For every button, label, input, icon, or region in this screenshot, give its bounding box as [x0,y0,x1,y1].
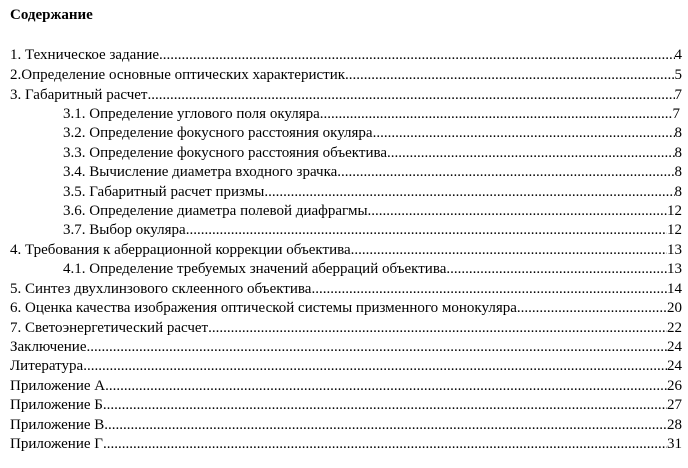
toc-heading: Содержание [10,7,93,23]
toc-entry[interactable] [10,356,682,376]
toc-entry-page: 8 [674,164,682,180]
toc-dot-leader [147,85,674,105]
toc-entry[interactable] [10,376,682,396]
toc-entry-page: 7 [672,106,680,122]
toc-entry-label: 7. Светоэнергетический расчет [10,320,209,336]
toc-dot-leader [517,298,667,318]
toc-entry[interactable] [10,434,682,454]
toc-entry[interactable] [10,298,682,318]
toc-entry-label: Приложение Б [10,397,103,413]
toc-entry-page: 8 [674,145,682,161]
toc-entry-label: 4.1. Определение требуемых значений аберраций объектива [63,261,447,277]
toc-entry-label: Приложение В [10,417,105,433]
toc-entry-page: 14 [667,281,682,297]
toc-dot-leader [320,104,673,124]
toc-entry[interactable] [63,182,682,202]
toc-entry[interactable] [63,201,682,221]
toc-dot-leader [186,220,667,240]
toc-entry-label: 3. Габаритный расчет [10,87,148,103]
toc-entry-label: 3.4. Вычисление диаметра входного зрачка [63,164,338,180]
toc-entry-page: 13 [667,261,682,277]
toc-entry-page: 24 [667,339,682,355]
toc-entry-label: 3.2. Определение фокусного расстояния окуляра [63,125,373,141]
toc-entry-page: 5 [674,67,682,83]
toc-entry[interactable] [63,143,682,163]
toc-entry-label: Приложение Г [10,436,103,452]
toc-entry-label: Литература [10,358,84,374]
toc-entry-page: 28 [667,417,682,433]
toc-entry[interactable] [10,395,682,415]
toc-dot-leader [337,162,674,182]
toc-dot-leader [105,376,667,396]
toc-entry-page: 12 [667,222,682,238]
toc-entry-page: 12 [667,203,682,219]
toc-entry-page: 7 [674,87,682,103]
toc-entry-label: 3.7. Выбор окуляра [63,222,186,238]
toc-entry-page: 26 [667,378,682,394]
toc-dot-leader [103,395,667,415]
toc-entry[interactable] [63,104,680,124]
toc-dot-leader [208,318,667,338]
toc-dot-leader [345,65,674,85]
toc-entry-label: 3.3. Определение фокусного расстояния объектива [63,145,388,161]
toc-dot-leader [368,201,667,221]
toc-entry-page: 8 [674,184,682,200]
toc-entry-page: 8 [674,125,682,141]
toc-dot-leader [83,356,667,376]
toc-entry-label: Приложение А [10,378,106,394]
toc-dot-leader [159,45,674,65]
toc-dot-leader [103,434,667,454]
toc-entry[interactable] [10,318,682,338]
toc-entry-label: 3.1. Определение углового поля окуляра [63,106,320,122]
toc-entry-page: 27 [667,397,682,413]
toc-entry[interactable] [63,123,682,143]
toc-dot-leader [104,415,667,435]
toc-entry[interactable] [10,65,682,85]
toc-entry-label: 3.5. Габаритный расчет призмы [63,184,265,200]
toc-entry-page: 20 [667,300,682,316]
toc-dot-leader [311,279,667,299]
toc-entry[interactable] [10,415,682,435]
toc-entry-label: 3.6. Определение диаметра полевой диафрагмы [63,203,368,219]
toc-entry[interactable] [10,85,682,105]
toc-dot-leader [264,182,674,202]
toc-entry[interactable] [10,279,682,299]
toc-dot-leader [373,123,675,143]
toc-dot-leader [351,240,667,260]
toc-dot-leader [387,143,674,163]
toc-entry-label: 4. Требования к аберрационной коррекции объектива [10,242,351,258]
toc-entry-label: Заключение [10,339,87,355]
toc-dot-leader [87,337,668,357]
toc-entry-page: 31 [667,436,682,452]
toc-entry-page: 4 [674,47,682,63]
toc-entry[interactable] [63,220,682,240]
toc-entry-page: 22 [667,320,682,336]
toc-entry-label: 6. Оценка качества изображения оптической системы призменного монокуляра [10,300,517,316]
toc-entry-label: 5. Синтез двухлинзового склеенного объектива [10,281,312,297]
toc-entry[interactable] [10,240,682,260]
toc-dot-leader [446,259,667,279]
toc-entry[interactable] [10,45,682,65]
toc-entry[interactable] [10,337,682,357]
toc-entry-page: 24 [667,358,682,374]
toc-entry-label: 2.Определение основные оптических характеристик [10,67,346,83]
toc-entry[interactable] [63,162,682,182]
toc-entry-page: 13 [667,242,682,258]
toc-entry[interactable] [63,259,682,279]
toc-entry-label: 1. Техническое задание [10,47,160,63]
